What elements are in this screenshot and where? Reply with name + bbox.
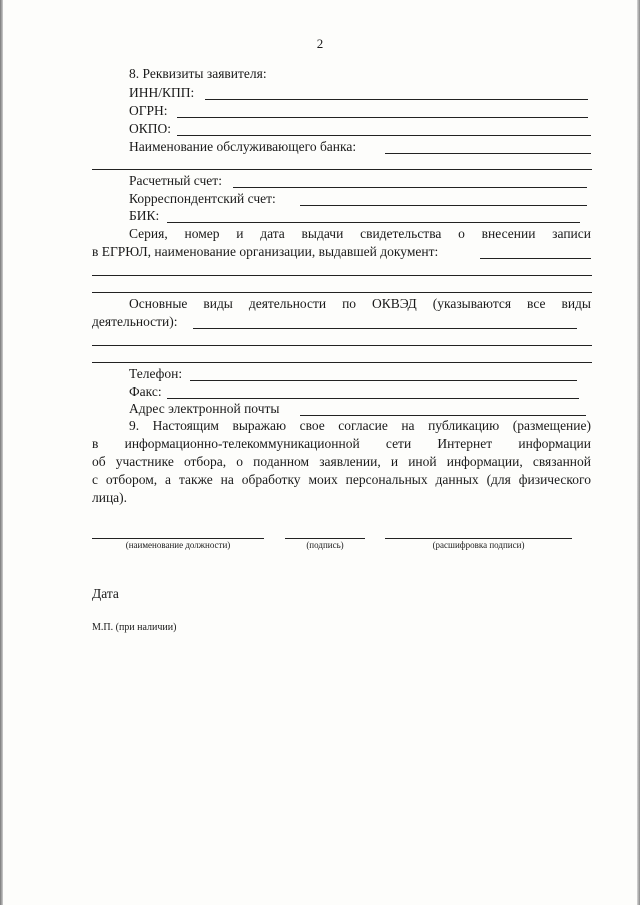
bank-name-field-line2[interactable] [92,169,592,170]
inn-kpp-label: ИНН/КПП: [129,85,195,100]
okved-field-line3[interactable] [92,362,592,363]
bik-field[interactable] [167,222,580,223]
page-number: 2 [316,36,324,51]
fax-label: Факс: [129,384,162,399]
email-field[interactable] [300,415,586,416]
consent-line4: с отбором, а также на обработку моих персональных данных (для физического [92,472,591,487]
okved-line1: Основные виды деятельности по ОКВЭД (указываются все виды [129,296,591,311]
cert-line2: в ЕГРЮЛ, наименование организации, выдавшей документ: [92,244,439,259]
bik-label: БИК: [129,208,160,223]
consent-line3: об участнике отбора, о поданном заявлении, и иной информации, связанной [92,454,591,469]
email-label: Адрес электронной почты [129,401,280,416]
bank-name-field[interactable] [385,153,591,154]
cert-field-line3[interactable] [92,292,592,293]
position-caption: (наименование должности) [125,540,231,550]
consent-line2: в информационно-телекоммуникационной сети Интернет информации [92,436,591,451]
consent-line1: 9. Настоящим выражаю свое согласие на публикацию (размещение) [129,418,591,433]
ogrn-field[interactable] [177,117,588,118]
bank-name-label: Наименование обслуживающего банка: [129,139,357,154]
okved-line2: деятельности): [92,314,178,329]
fax-field[interactable] [167,398,579,399]
okpo-field[interactable] [177,135,591,136]
decoding-caption: (расшифровка подписи) [432,540,525,550]
corr-account-label: Корреспондентский счет: [129,191,276,206]
cert-line1: Серия, номер и дата выдачи свидетельства о внесении записи [129,226,591,241]
ogrn-label: ОГРН: [129,103,168,118]
consent-line5: лица). [92,490,128,505]
scan-edge-left [0,0,3,905]
signature-caption: (подпись) [306,540,344,550]
date-label: Дата [92,586,119,601]
cert-field-line2[interactable] [92,275,592,276]
phone-label: Телефон: [129,366,183,381]
okved-field-line2[interactable] [92,345,592,346]
okpo-label: ОКПО: [129,121,172,136]
stamp-label: М.П. (при наличии) [92,622,177,633]
decoding-field[interactable] [385,538,572,539]
position-field[interactable] [92,538,264,539]
okved-field[interactable] [193,328,577,329]
corr-account-field[interactable] [300,205,587,206]
cert-field[interactable] [480,258,591,259]
account-label: Расчетный счет: [129,173,222,188]
inn-kpp-field[interactable] [205,99,588,100]
phone-field[interactable] [190,380,577,381]
account-field[interactable] [233,187,587,188]
signature-field[interactable] [285,538,365,539]
section8-heading: 8. Реквизиты заявителя: [129,66,267,81]
